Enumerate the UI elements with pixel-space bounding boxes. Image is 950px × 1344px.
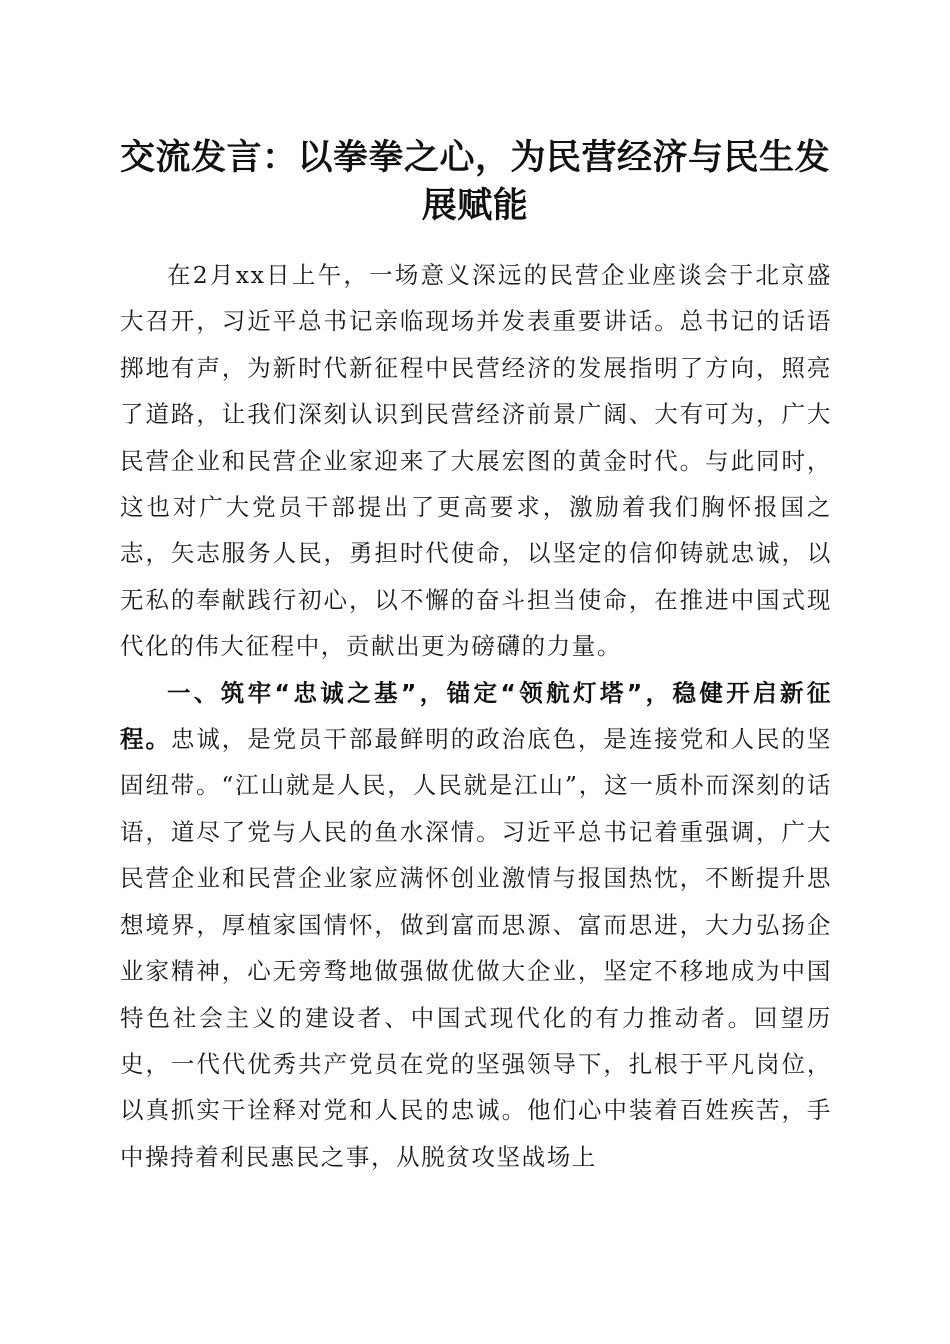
paragraph-section-one bbox=[120, 670, 832, 1180]
paragraph-intro bbox=[120, 252, 832, 670]
section-one-heading: 一、筑牢“忠诚之基”，锚定“领航灯塔”，稳健开启新征程。 bbox=[120, 678, 832, 754]
paragraph-intro-text: 在2月xx日上午，一场意义深远的民营企业座谈会于北京盛大召开，习近平总书记亲临现场并发表重要讲话。总书记的话语掷地有声，为新时代新征程中民营经济的发展指明了方向，照亮了道路，让我们深刻认识到民营经济前景广阔、大有可为，广大民营企业和民营企业家迎来了大展宏图的黄金时代。与此同时，这也对广大党员干部提出了更高要求，激励着我们胸怀报国之志，矢志服务人民，勇担时代使命，以坚定的信仰铸就忠诚，以无私的奉献践行初心，以不懈的奋斗担当使命，在推进中国式现代化的伟大征程中，贡献出更为磅礴的力量。 bbox=[120, 261, 832, 661]
document-body bbox=[120, 252, 832, 1180]
document-title: 交流发言：以拳拳之心，为民营经济与民生发展赋能 bbox=[119, 137, 830, 226]
section-one-text: 忠诚，是党员干部最鲜明的政治底色，是连接党和人民的坚固纽带。“江山就是人民，人民就是江山”，这一质朴而深刻的话语，道尽了党与人民的鱼水深情。习近平总书记着重强调，广大民营企业和民营企业家应满怀创业激情与报国热忱，不断提升思想境界，厚植家国情怀，做到富而思源、富而思进，大力弘扬企业家精神，心无旁骛地做强做优做大企业，坚定不移地成为中国特色社会主义的建设者、中国式现代化的有力推动者。回望历史，一代代优秀共产党员在党的坚强领导下，扎根于平凡岗位，以真抓实干诠释对党和人民的忠诚。他们心中装着百姓疾苦，手中操持着利民惠民之事，从脱贫攻坚战场上 bbox=[120, 725, 832, 1171]
